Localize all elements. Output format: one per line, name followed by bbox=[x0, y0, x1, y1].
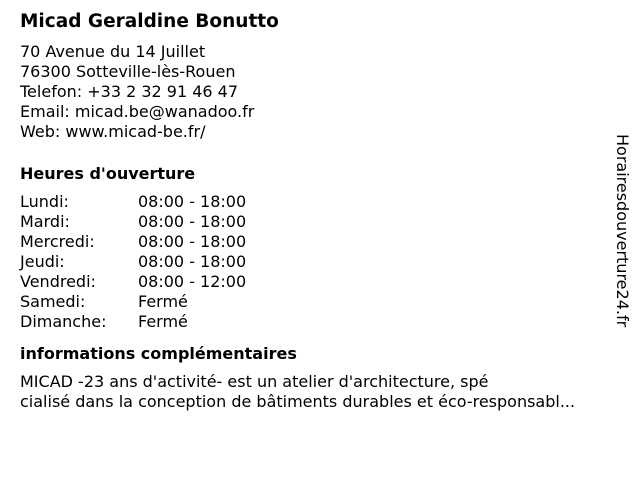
hours-row-mardi bbox=[20, 212, 605, 232]
business-name: Micad Geraldine Bonutto bbox=[20, 11, 279, 32]
day-label: Vendredi: bbox=[20, 272, 96, 291]
day-hours: 08:00 - 18:00 bbox=[138, 212, 247, 231]
phone-number: Telefon: +33 2 32 91 46 47 bbox=[20, 82, 239, 101]
business-card bbox=[20, 10, 605, 412]
day-hours: Fermé bbox=[138, 292, 188, 311]
hours-row-mercredi bbox=[20, 232, 605, 252]
website: Web: www.micad-be.fr/ bbox=[20, 122, 206, 141]
day-label: Mardi: bbox=[20, 212, 70, 231]
day-hours: 08:00 - 18:00 bbox=[138, 232, 247, 251]
email-address: Email: micad.be@wanadoo.fr bbox=[20, 102, 255, 121]
info-description bbox=[20, 372, 605, 412]
watermark-label: Horairesdouverture24.fr bbox=[613, 134, 632, 328]
day-label: Dimanche: bbox=[20, 312, 107, 331]
hours-row-samedi bbox=[20, 292, 605, 312]
street-address: 70 Avenue du 14 Juillet bbox=[20, 42, 206, 61]
day-label: Jeudi: bbox=[20, 252, 65, 271]
day-hours: Fermé bbox=[138, 312, 188, 331]
hours-heading: Heures d'ouverture bbox=[20, 164, 196, 183]
address-block bbox=[20, 42, 605, 142]
info-line: MICAD -23 ans d'activité- est un atelier d'architecture, spé bbox=[20, 372, 489, 391]
info-line: cialisé dans la conception de bâtiments durables et éco-responsabl... bbox=[20, 392, 576, 411]
postal-city: 76300 Sotteville-lès-Rouen bbox=[20, 62, 236, 81]
day-hours: 08:00 - 18:00 bbox=[138, 252, 247, 271]
info-heading: informations complémentaires bbox=[20, 344, 297, 363]
hours-list bbox=[20, 192, 605, 332]
day-label: Mercredi: bbox=[20, 232, 95, 251]
day-hours: 08:00 - 12:00 bbox=[138, 272, 247, 291]
hours-row-lundi bbox=[20, 192, 605, 212]
day-label: Lundi: bbox=[20, 192, 69, 211]
hours-row-vendredi bbox=[20, 272, 605, 292]
hours-row-dimanche bbox=[20, 312, 605, 332]
hours-row-jeudi bbox=[20, 252, 605, 272]
day-hours: 08:00 - 18:00 bbox=[138, 192, 247, 211]
day-label: Samedi: bbox=[20, 292, 86, 311]
